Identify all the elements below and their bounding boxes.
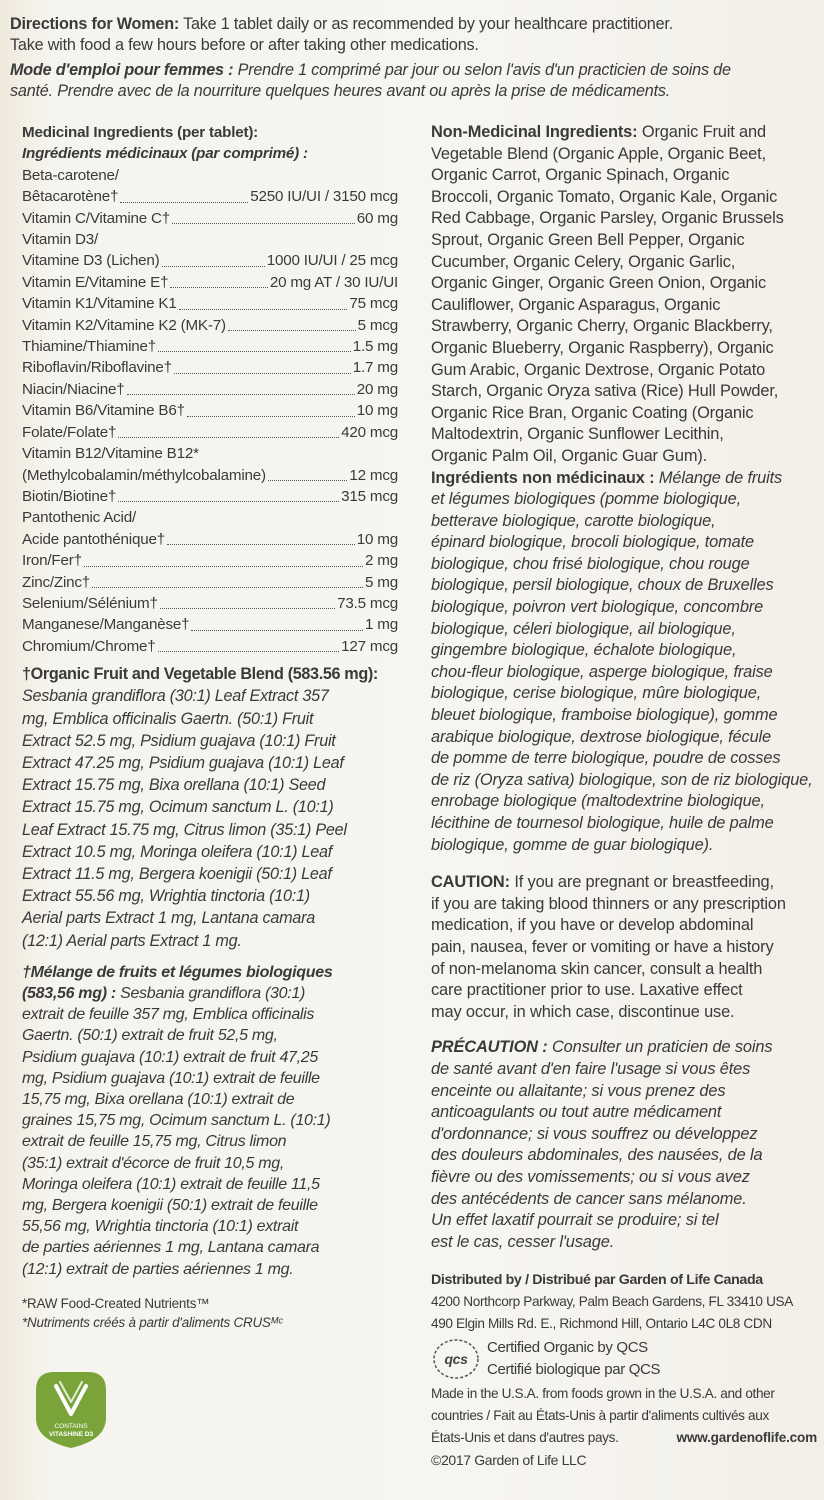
text-line: et légumes biologiques (pomme biologique, [431, 490, 742, 509]
text-line: biologique, chou frisé biologique, chou rouge [431, 554, 750, 573]
leader-dots [191, 630, 363, 631]
text-line: lécithine de tournesol biologique, huile de palme [431, 814, 774, 832]
text-line: Extract 47.25 mg, Psidium guajava (10:1) Leaf [22, 753, 344, 772]
caution-fr-first: PRÉCAUTION : Consulter un praticien de soins [431, 1038, 773, 1057]
ingredient-amount: 10 mg [356, 530, 398, 548]
svg-text:qcs: qcs [444, 1351, 468, 1368]
text-line: may occur, in which case, discontinue use. [431, 1002, 735, 1021]
ingredient-row [22, 379, 398, 400]
caution-en-first: CAUTION: If you are pregnant or breastfeeding, [431, 873, 774, 892]
ingredient-amount: 12 mcg [349, 466, 398, 484]
blend-fr-section: †Mélange de fruits et légumes biologiques (583,56 mg) : Sesbania grandiflora (30:1) extrait de feuille 357 mg, Emblica officinalis Gaertn. (50:1) extrait de fruit 52,5 mg, Psidium guajava (10:1) extrait de fruit 47,25 mg, Psidium guajava (10:1) extrait de feuille 15,75 mg, Bixa orellana (10:1) extrait de graines 15,75 mg, Ocimum sanctum L. (10:1) extrait de feuille 15,75 mg, Citrus limon (35:1) extrait d'écorce de fruit 10,5 mg, Moringa oleifera (10:1) extrait de feuille 11,5 mg, Bergera koenigii (50:1) extrait de feuille 55,56 mg, Wrightia tinctoria (10:1) extrait de parties aériennes 1 mg, Lantana camara (12:1) extrait de parties aériennes 1 mg. [22, 962, 398, 1280]
ingredient-list-4 [22, 529, 398, 657]
leader-dots [187, 416, 355, 417]
ingredient-name: Vitamin K1/Vitamine K1 [22, 295, 177, 313]
distributor-label: Distributed by / Distribué par Garden of Life Canada [431, 1272, 763, 1289]
text-line: Leaf Extract 15.75 mg, Citrus limon (35:1) Peel [22, 820, 347, 839]
ingredient-amount: 5250 IU/UI / 3150 mcg [250, 188, 398, 206]
cert-en: Certified Organic by QCS [487, 1339, 648, 1357]
ingredient-amount: 20 mg AT / 30 IU/UI [269, 273, 398, 291]
text-line: (12:1) extrait de parties aériennes 1 mg. [22, 1260, 294, 1278]
leader-dots [179, 309, 348, 310]
text-line: betterave biologique, carotte biologique, [431, 511, 716, 530]
ingredient-line: Beta-carotene/ [22, 166, 119, 184]
ingredient-name: Zinc/Zinc† [22, 573, 91, 591]
ingredient-name: Niacin/Niacine† [22, 380, 125, 398]
text-line: de parties aériennes 1 mg, Lantana camara [22, 1239, 320, 1257]
caution-en-text [431, 894, 817, 1024]
leader-dots [120, 202, 248, 203]
non-medicinal-fr-text [431, 489, 817, 856]
text-line: extrait de feuille 15,75 mg, Citrus limon [22, 1133, 287, 1151]
leader-dots [118, 501, 339, 502]
text-line: Extract 52.5 mg, Psidium guajava (10:1) Fruit [22, 731, 336, 750]
ingredient-amount: 5 mg [365, 573, 398, 591]
ingredient-name: Vitamin B6/Vitamine B6† [22, 402, 185, 420]
ingredient-row [22, 208, 398, 229]
website-link[interactable]: www.gardenoflife.com [676, 1430, 817, 1446]
made-in-line2: countries / Fait au États-Unis à partir d'aliments cultivés aux [431, 1408, 769, 1424]
text-line: Gaertn. (50:1) extrait de fruit 52,5 mg, [22, 1027, 278, 1045]
badge-line2: VITASHINE D3 [48, 1431, 94, 1438]
text-line: (35:1) extrait d'écorce de fruit 10,5 mg, [22, 1154, 284, 1172]
non-medicinal-en-text [431, 144, 817, 468]
leader-dots [160, 608, 335, 609]
ingredient-amount: 1 mg [365, 616, 398, 634]
footnote-en: *RAW Food-Created Nutrients™ [22, 1295, 210, 1311]
text-line: biologique, poivron vert biologique, concombre [431, 598, 764, 617]
ingredient-amount: 60 mg [356, 209, 398, 227]
ingredient-amount: 10 mg [356, 402, 398, 420]
directions-fr-line2: santé. Prendre avec de la nourriture quelques heures avant ou après la prise de médicaments. [10, 82, 671, 100]
ingredient-name: (Methylcobalamin/méthylcobalamine) [22, 466, 266, 484]
text-line: Organic Rice Bran, Organic Coating (Organic [431, 403, 754, 422]
ingredient-row [22, 529, 398, 550]
medicinal-title-en: Medicinal Ingredients (per tablet): [22, 124, 259, 141]
ingredient-amount: 73.5 mcg [337, 594, 398, 612]
text-line: Extract 15.75 mg, Ocimum sanctum L. (10:1) [22, 798, 334, 817]
ingredient-amount: 20 mg [356, 380, 398, 398]
text-line: Psidium guajava (10:1) extrait de fruit 47,25 [22, 1048, 319, 1066]
text-line: biologique, cerise biologique, mûre biologique, [431, 684, 762, 703]
text-line: biologique, gomme de guar biologique). [431, 835, 714, 854]
ingredient-amount: 315 mcg [341, 487, 398, 505]
ingredient-name: Selenium/Sélénium† [22, 594, 158, 612]
ingredient-name: Vitamin K2/Vitamine K2 (MK-7) [22, 316, 226, 334]
leader-dots [228, 330, 356, 331]
text-line: Organic Carrot, Organic Spinach, Organic [431, 166, 730, 185]
ingredient-list-2 [22, 250, 398, 443]
qcs-logo-icon [431, 1337, 481, 1381]
directions-en: Directions for Women: Take 1 tablet daily or as recommended by your healthcare practitioner. [10, 15, 673, 33]
caution-label-fr: PRÉCAUTION : [431, 1038, 548, 1057]
leader-dots [170, 287, 267, 288]
blend-fr-title: †Mélange de fruits et légumes biologiques [22, 963, 333, 981]
ingredient-row [22, 336, 398, 357]
leader-dots [268, 480, 347, 481]
blend-fr-text [22, 1004, 398, 1280]
text-line: épinard biologique, brocoli biologique, tomate [431, 533, 754, 552]
text-line: biologique, persil biologique, choux de Bruxelles [431, 576, 774, 595]
footnote-fr: *Nutriments créés à partir d'aliments CRUSᴹᶜ [22, 1314, 283, 1330]
ingredient-name: Iron/Fer† [22, 552, 82, 570]
text-line: des douleurs abdominales, des nausées, de la [431, 1146, 763, 1165]
ingredient-amount: 420 mcg [341, 423, 398, 441]
ingredient-row [22, 636, 398, 657]
text-line: extrait de feuille 357 mg, Emblica officinalis [22, 1006, 315, 1024]
ingredient-line: Vitamin D3/ [22, 231, 99, 249]
text-line: biologique, céleri biologique, ail biologique, [431, 619, 736, 638]
leader-dots [174, 373, 351, 374]
text-line: pain, nausea, fever or vomiting or have a history [431, 937, 774, 956]
ingredient-row [22, 550, 398, 571]
left-column [22, 122, 398, 1332]
text-line: mg, Bergera koenigii (50:1) extrait de feuille [22, 1197, 318, 1215]
text-line: Vegetable Blend (Organic Apple, Organic Beet, [431, 144, 766, 163]
text-line: chou-fleur biologique, asperge biologique, fraise [431, 662, 773, 681]
text-line: anticoagulants ou tout autre médicament [431, 1103, 722, 1122]
text-line: Strawberry, Organic Cherry, Organic Blackberry, [431, 317, 773, 336]
ingredient-amount: 75 mcg [349, 295, 398, 313]
leader-dots [118, 437, 339, 438]
copyright: ©2017 Garden of Life LLC [431, 1452, 587, 1469]
ingredient-name: Manganese/Manganèse† [22, 616, 190, 634]
text-line: Organic Ginger, Organic Green Onion, Organic [431, 274, 767, 293]
text-line: care practitioner prior to use. Laxative effect [431, 981, 743, 1000]
text-line: de pomme de terre biologique, poudre de cosses [431, 749, 781, 768]
text-line: est le cas, cesser l'usage. [431, 1232, 615, 1251]
qcs-certification [431, 1337, 817, 1381]
leader-dots [158, 351, 351, 352]
ingredient-row [22, 422, 398, 443]
ingredient-amount: 1.5 mg [352, 338, 398, 356]
ingredient-list-3 [22, 465, 398, 508]
text-line: graines 15,75 mg, Ocimum sanctum L. (10:1) [22, 1112, 331, 1130]
text-line: Extract 15.75 mg, Bixa orellana (10:1) Seed [22, 776, 326, 795]
badge-line1: CONTAINS [54, 1423, 88, 1430]
footnotes [22, 1294, 398, 1332]
ingredient-name: Riboflavin/Riboflavine† [22, 359, 172, 377]
ingredient-name: Bêtacarotène† [22, 188, 119, 206]
address-ca: 490 Elgin Mills Rd. E., Richmond Hill, Ontario L4C 0L8 CDN [431, 1316, 772, 1332]
directions-fr-label: Mode d'emploi pour femmes : [10, 61, 234, 79]
directions-en-label: Directions for Women: [10, 15, 180, 33]
non-medicinal-en-first: Non-Medicinal Ingredients: Organic Fruit and [431, 123, 766, 141]
text-line: Extract 10.5 mg, Moringa oleifera (10:1) Leaf [22, 842, 332, 861]
text-line: bleuet biologique, framboise biologique), gomme [431, 706, 778, 725]
ingredient-row [22, 293, 398, 314]
blend-en-title: †Organic Fruit and Vegetable Blend (583.56 mg): [22, 665, 378, 684]
non-medicinal-label-en: Non-Medicinal Ingredients: [431, 123, 638, 141]
ingredient-row [22, 572, 398, 593]
text-line: d'ordonnance; si vous souffrez ou développez [431, 1124, 758, 1143]
distribution-section [431, 1269, 817, 1471]
leader-dots [158, 651, 340, 652]
ingredient-name: Vitamin C/Vitamine C† [22, 209, 171, 227]
text-line: Red Cabbage, Organic Parsley, Organic Brussels [431, 209, 784, 228]
text-line: Gum Arabic, Organic Dextrose, Organic Potato [431, 360, 766, 379]
text-line: de santé avant d'en faire l'usage si vous êtes [431, 1059, 751, 1078]
text-line: Un effet laxatif pourrait se produire; si tel [431, 1211, 719, 1230]
text-line: Aerial parts Extract 1 mg, Lantana camara [22, 909, 315, 928]
directions-fr: Mode d'emploi pour femmes : Prendre 1 comprimé par jour ou selon l'avis d'un practicien de soins de [10, 61, 731, 79]
text-line: mg, Psidium guajava (10:1) extrait de feuille [22, 1069, 320, 1087]
ingredient-row [22, 357, 398, 378]
text-line: medication, if you have or develop abdominal [431, 916, 754, 935]
blend-fr-title2: (583,56 mg) : [22, 985, 116, 1002]
leader-dots [167, 544, 355, 545]
ingredient-amount: 2 mg [365, 552, 398, 570]
text-line: de riz (Oryza sativa) biologique, son de riz biologique, [431, 770, 813, 789]
text-line: Cucumber, Organic Celery, Organic Garlic, [431, 252, 736, 271]
text-line: Moringa oleifera (10:1) extrait de feuille 11,5 [22, 1175, 320, 1193]
text-line: Organic Blueberry, Organic Raspberry), Organic [431, 338, 774, 357]
ingredient-name: Chromium/Chrome† [22, 637, 156, 655]
text-line: des antécédents de cancer sans mélanome. [431, 1189, 747, 1208]
ingredient-name: Folate/Folate† [22, 423, 117, 441]
text-line: enrobage biologique (maltodextrine biologique, [431, 792, 765, 811]
text-line: enceinte ou allaitante; si vous prenez des [431, 1081, 726, 1100]
text-line: gingembre biologique, échalote biologique, [431, 641, 737, 660]
text-line: mg, Emblica officinalis Gaertn. (50:1) Fruit [22, 709, 314, 728]
leader-dots [84, 566, 363, 567]
non-medicinal-fr-first: Ingrédients non médicinaux : Mélange de fruits [431, 468, 783, 487]
cert-fr: Certifié biologique par QCS [487, 1361, 661, 1379]
text-line: Broccoli, Organic Tomato, Organic Kale, Organic [431, 187, 778, 206]
text-line: Maltodextrin, Organic Sunflower Lecithin, [431, 425, 724, 444]
medicinal-title-fr: Ingrédients médicinaux (par comprimé) : [22, 145, 308, 163]
ingredient-row [22, 186, 398, 207]
ingredient-row [22, 486, 398, 507]
ingredient-name: Vitamin E/Vitamine E† [22, 273, 169, 291]
text-line: Extract 55.56 mg, Wrightia tinctoria (10:1) [22, 887, 310, 906]
text-line: Sesbania grandiflora (30:1) Leaf Extract 357 [22, 687, 329, 706]
ingredient-row [22, 272, 398, 293]
ingredient-row [22, 593, 398, 614]
vitashine-badge-icon [30, 1368, 112, 1450]
address-us: 4200 Northcorp Parkway, Palm Beach Gardens, FL 33410 USA [431, 1294, 793, 1310]
text-line: Starch, Organic Oryza sativa (Rice) Hull Powder, [431, 382, 779, 401]
text-line: Cauliflower, Organic Asparagus, Organic [431, 295, 721, 314]
ingredient-name: Thiamine/Thiamine† [22, 338, 156, 356]
ingredient-line: Vitamin B12/Vitamine B12* [22, 445, 199, 463]
text-line: arabique biologique, dextrose biologique, fécule [431, 727, 771, 746]
ingredient-name: Biotin/Biotine† [22, 487, 117, 505]
ingredient-row [22, 465, 398, 486]
non-medicinal-label-fr: Ingrédients non médicinaux : [431, 468, 655, 487]
ingredient-line: Pantothenic Acid/ [22, 509, 136, 527]
ingredient-row [22, 614, 398, 635]
text-line: if you are taking blood thinners or any prescription [431, 894, 786, 913]
right-column [431, 122, 817, 1471]
text-line: of non-melanoma skin cancer, consult a health [431, 959, 763, 978]
made-in-line3: États-Unis et dans d'autres pays. [431, 1430, 619, 1446]
ingredient-list-1 [22, 186, 398, 229]
text-line: 15,75 mg, Bixa orellana (10:1) extrait de [22, 1091, 295, 1109]
ingredient-name: Acide pantothénique† [22, 530, 165, 548]
ingredient-amount: 5 mcg [357, 316, 398, 334]
ingredient-amount: 1000 IU/UI / 25 mcg [266, 252, 398, 270]
caution-fr-text [431, 1059, 817, 1253]
text-line: (12:1) Aerial parts Extract 1 mg. [22, 931, 242, 950]
directions-section [10, 14, 818, 102]
blend-en-section [22, 663, 398, 952]
ingredient-row [22, 315, 398, 336]
ingredient-amount: 1.7 mg [352, 359, 398, 377]
caution-label-en: CAUTION: [431, 873, 510, 892]
text-line: fièvre ou des vomissements; ou si vous avez [431, 1167, 750, 1186]
blend-en-text [22, 685, 398, 951]
made-in-line1: Made in the U.S.A. from foods grown in the U.S.A. and other [431, 1386, 775, 1402]
directions-en-line2: Take with food a few hours before or after taking other medications. [10, 36, 479, 54]
ingredient-row [22, 400, 398, 421]
ingredient-name: Vitamine D3 (Lichen) [22, 252, 160, 270]
ingredient-amount: 127 mcg [341, 637, 398, 655]
leader-dots [162, 266, 265, 267]
leader-dots [172, 223, 355, 224]
text-line: Extract 11.5 mg, Bergera koenigii (50:1) Leaf [22, 864, 332, 883]
text-line: Organic Palm Oil, Organic Guar Gum). [431, 446, 708, 465]
leader-dots [92, 587, 363, 588]
text-line: 55,56 mg, Wrightia tinctoria (10:1) extrait [22, 1218, 299, 1236]
ingredient-row [22, 250, 398, 271]
leader-dots [127, 394, 355, 395]
text-line: Sprout, Organic Green Bell Pepper, Organic [431, 230, 745, 249]
